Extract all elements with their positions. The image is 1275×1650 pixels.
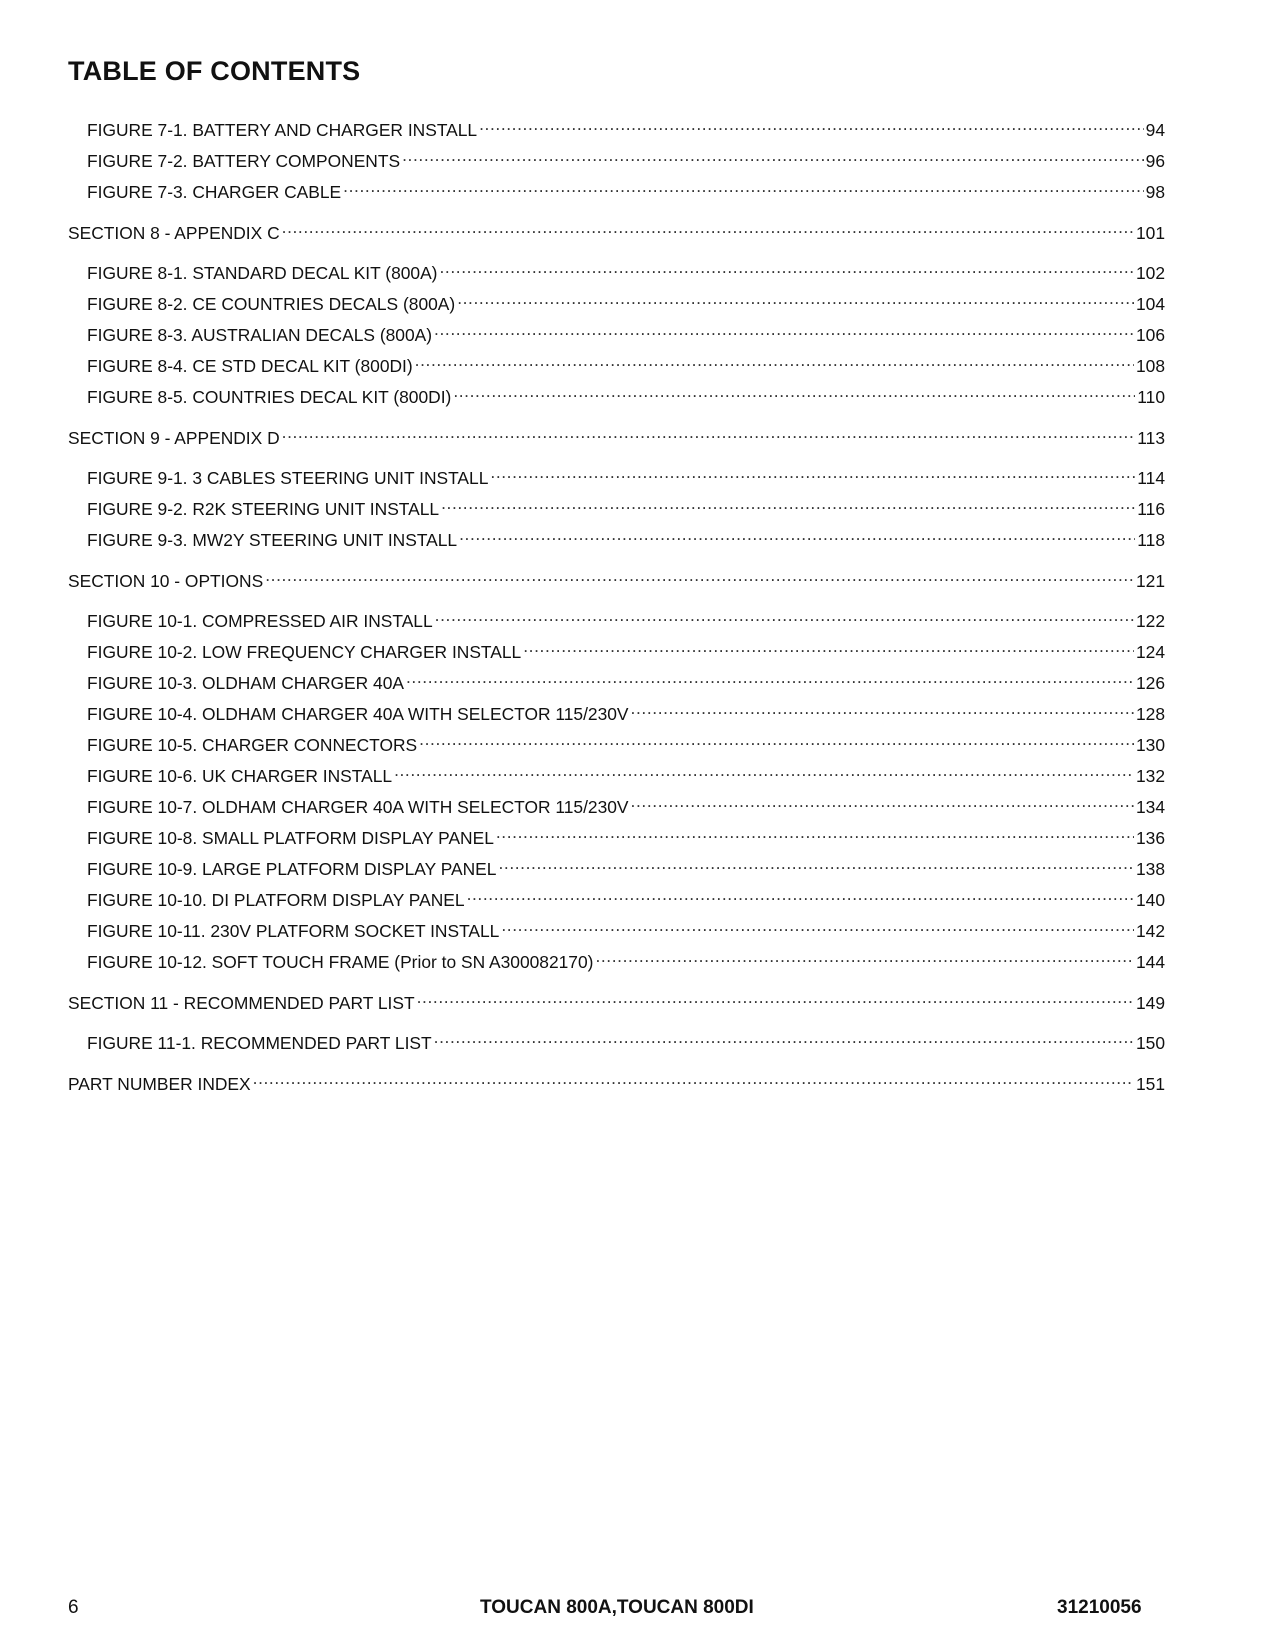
toc-entry-page-number: 94 — [1145, 120, 1165, 140]
toc-entry-page-number: 138 — [1135, 859, 1165, 879]
toc-figure-entry[interactable] — [87, 286, 1165, 314]
toc-entry-label: FIGURE 10-12. SOFT TOUCH FRAME (Prior to SN A300082170) — [87, 952, 594, 972]
toc-entry-page-number: 128 — [1135, 704, 1165, 724]
toc-dot-leader — [417, 985, 1134, 1009]
toc-dot-leader — [394, 758, 1134, 782]
toc-dot-leader — [434, 1025, 1134, 1049]
toc-figure-entry[interactable] — [87, 1025, 1165, 1053]
toc-dot-leader — [498, 851, 1134, 875]
toc-entry-page-number: 102 — [1135, 263, 1165, 283]
toc-entry-page-number: 118 — [1137, 530, 1165, 550]
toc-entry-label: FIGURE 10-7. OLDHAM CHARGER 40A WITH SELECTOR 115/230V — [87, 797, 629, 817]
toc-dot-leader — [457, 286, 1134, 310]
toc-entry-label: FIGURE 10-6. UK CHARGER INSTALL — [87, 766, 393, 786]
toc-figure-entry[interactable] — [87, 634, 1165, 662]
toc-entry-label: FIGURE 9-1. 3 CABLES STEERING UNIT INSTALL — [87, 468, 489, 488]
toc-dot-leader — [419, 727, 1134, 751]
toc-entry-page-number: 142 — [1135, 921, 1165, 941]
toc-entry-label: FIGURE 10-9. LARGE PLATFORM DISPLAY PANEL — [87, 859, 497, 879]
toc-figure-entry[interactable] — [87, 143, 1165, 171]
toc-entry-page-number: 136 — [1135, 828, 1165, 848]
toc-entry-page-number: 121 — [1135, 571, 1165, 591]
toc-dot-leader — [406, 665, 1134, 689]
toc-dot-leader — [415, 348, 1134, 372]
toc-entry-page-number: 116 — [1137, 499, 1165, 519]
toc-dot-leader — [434, 317, 1134, 341]
toc-figure-entry[interactable] — [87, 348, 1165, 376]
toc-entry-page-number: 144 — [1135, 952, 1165, 972]
toc-entry-label: FIGURE 8-2. CE COUNTRIES DECALS (800A) — [87, 294, 456, 314]
toc-section-entry[interactable] — [68, 1066, 1165, 1094]
toc-figure-entry[interactable] — [87, 255, 1165, 283]
toc-entry-label: FIGURE 7-2. BATTERY COMPONENTS — [87, 151, 401, 171]
toc-figure-entry[interactable] — [87, 851, 1165, 879]
toc-dot-leader — [490, 460, 1135, 484]
toc-figure-entry[interactable] — [87, 789, 1165, 817]
toc-entry-page-number: 149 — [1135, 993, 1165, 1013]
toc-entry-label: FIGURE 7-3. CHARGER CABLE — [87, 182, 342, 202]
toc-figure-entry[interactable] — [87, 944, 1165, 972]
toc-section-entry[interactable] — [68, 420, 1165, 448]
toc-entry-page-number: 124 — [1135, 642, 1165, 662]
toc-dot-leader — [435, 603, 1134, 627]
toc-dot-leader — [459, 522, 1135, 546]
toc-entry-label: FIGURE 11-1. RECOMMENDED PART LIST — [87, 1033, 432, 1053]
toc-figure-entry[interactable] — [87, 174, 1165, 202]
toc-dot-leader — [453, 379, 1135, 403]
toc-dot-leader — [467, 882, 1134, 906]
toc-entry-label: FIGURE 10-2. LOW FREQUENCY CHARGER INSTALL — [87, 642, 522, 662]
toc-figure-entry[interactable] — [87, 379, 1165, 407]
toc-entry-label: FIGURE 7-1. BATTERY AND CHARGER INSTALL — [87, 120, 478, 140]
toc-dot-leader — [402, 143, 1144, 167]
toc-entry-page-number: 122 — [1135, 611, 1165, 631]
toc-entry-label: SECTION 11 - RECOMMENDED PART LIST — [68, 993, 415, 1013]
toc-dot-leader — [479, 112, 1144, 136]
toc-dot-leader — [595, 944, 1134, 968]
footer-document-code: 31210056 — [1057, 1597, 1142, 1618]
toc-section-entry[interactable] — [68, 563, 1165, 591]
toc-entry-page-number: 151 — [1135, 1074, 1165, 1094]
toc-entry-label: FIGURE 9-3. MW2Y STEERING UNIT INSTALL — [87, 530, 458, 550]
toc-entry-label: FIGURE 10-3. OLDHAM CHARGER 40A — [87, 673, 404, 693]
toc-entry-page-number: 104 — [1135, 294, 1165, 314]
toc-entry-page-number: 101 — [1135, 223, 1165, 243]
footer-page-number: 6 — [68, 1597, 79, 1618]
toc-entry-label: FIGURE 9-2. R2K STEERING UNIT INSTALL — [87, 499, 440, 519]
toc-entry-page-number: 106 — [1135, 325, 1165, 345]
toc-entry-label: FIGURE 10-11. 230V PLATFORM SOCKET INSTALL — [87, 921, 500, 941]
toc-figure-entry[interactable] — [87, 820, 1165, 848]
toc-entry-page-number: 98 — [1145, 182, 1165, 202]
toc-entry-label: FIGURE 10-1. COMPRESSED AIR INSTALL — [87, 611, 433, 631]
toc-entry-page-number: 113 — [1137, 428, 1165, 448]
toc-entry-label: SECTION 8 - APPENDIX C — [68, 223, 280, 243]
toc-dot-leader — [631, 789, 1134, 813]
toc-entry-page-number: 126 — [1135, 673, 1165, 693]
toc-figure-entry[interactable] — [87, 317, 1165, 345]
toc-entry-label: FIGURE 10-8. SMALL PLATFORM DISPLAY PANEL — [87, 828, 494, 848]
toc-entry-label: FIGURE 8-4. CE STD DECAL KIT (800DI) — [87, 356, 413, 376]
toc-figure-entry[interactable] — [87, 882, 1165, 910]
toc-section-entry[interactable] — [68, 985, 1165, 1013]
toc-dot-leader — [265, 563, 1134, 587]
toc-entry-label: FIGURE 10-5. CHARGER CONNECTORS — [87, 735, 418, 755]
toc-entry-page-number: 114 — [1137, 468, 1165, 488]
footer-document-title: TOUCAN 800A,TOUCAN 800DI — [480, 1597, 754, 1618]
toc-figure-entry[interactable] — [87, 913, 1165, 941]
toc-dot-leader — [496, 820, 1134, 844]
toc-figure-entry[interactable] — [87, 491, 1165, 519]
toc-figure-entry[interactable] — [87, 112, 1165, 140]
toc-entry-label: SECTION 10 - OPTIONS — [68, 571, 264, 591]
toc-entry-label: FIGURE 8-5. COUNTRIES DECAL KIT (800DI) — [87, 387, 452, 407]
toc-entry-label: PART NUMBER INDEX — [68, 1074, 251, 1094]
toc-entry-page-number: 150 — [1135, 1033, 1165, 1053]
toc-entry-page-number: 110 — [1137, 387, 1165, 407]
toc-entry-page-number: 134 — [1135, 797, 1165, 817]
toc-entry-page-number: 140 — [1135, 890, 1165, 910]
toc-section-entry[interactable] — [68, 215, 1165, 243]
toc-entry-label: FIGURE 10-10. DI PLATFORM DISPLAY PANEL — [87, 890, 465, 910]
toc-figure-entry[interactable] — [87, 522, 1165, 550]
toc-entry-label: FIGURE 8-3. AUSTRALIAN DECALS (800A) — [87, 325, 433, 345]
toc-entry-page-number: 108 — [1135, 356, 1165, 376]
toc-dot-leader — [253, 1066, 1134, 1090]
toc-entry-label: FIGURE 8-1. STANDARD DECAL KIT (800A) — [87, 263, 438, 283]
toc-entry-page-number: 96 — [1145, 151, 1165, 171]
toc-figure-entry[interactable] — [87, 727, 1165, 755]
toc-entry-page-number: 130 — [1135, 735, 1165, 755]
toc-figure-entry[interactable] — [87, 603, 1165, 631]
toc-entry-label: SECTION 9 - APPENDIX D — [68, 428, 280, 448]
toc-entry-label: FIGURE 10-4. OLDHAM CHARGER 40A WITH SELECTOR 115/230V — [87, 704, 629, 724]
toc-figure-entry[interactable] — [87, 460, 1165, 488]
toc-dot-leader — [282, 420, 1136, 444]
toc-figure-entry[interactable] — [87, 665, 1165, 693]
toc-dot-leader — [439, 255, 1134, 279]
toc-dot-leader — [631, 696, 1134, 720]
toc-dot-leader — [343, 174, 1144, 198]
toc-entry-page-number: 132 — [1135, 766, 1165, 786]
toc-dot-leader — [441, 491, 1135, 515]
toc-dot-leader — [523, 634, 1134, 658]
toc-figure-entry[interactable] — [87, 758, 1165, 786]
toc-figure-entry[interactable] — [87, 696, 1165, 724]
toc-dot-leader — [282, 215, 1134, 239]
toc-dot-leader — [501, 913, 1134, 937]
page-title: TABLE OF CONTENTS — [68, 56, 361, 86]
